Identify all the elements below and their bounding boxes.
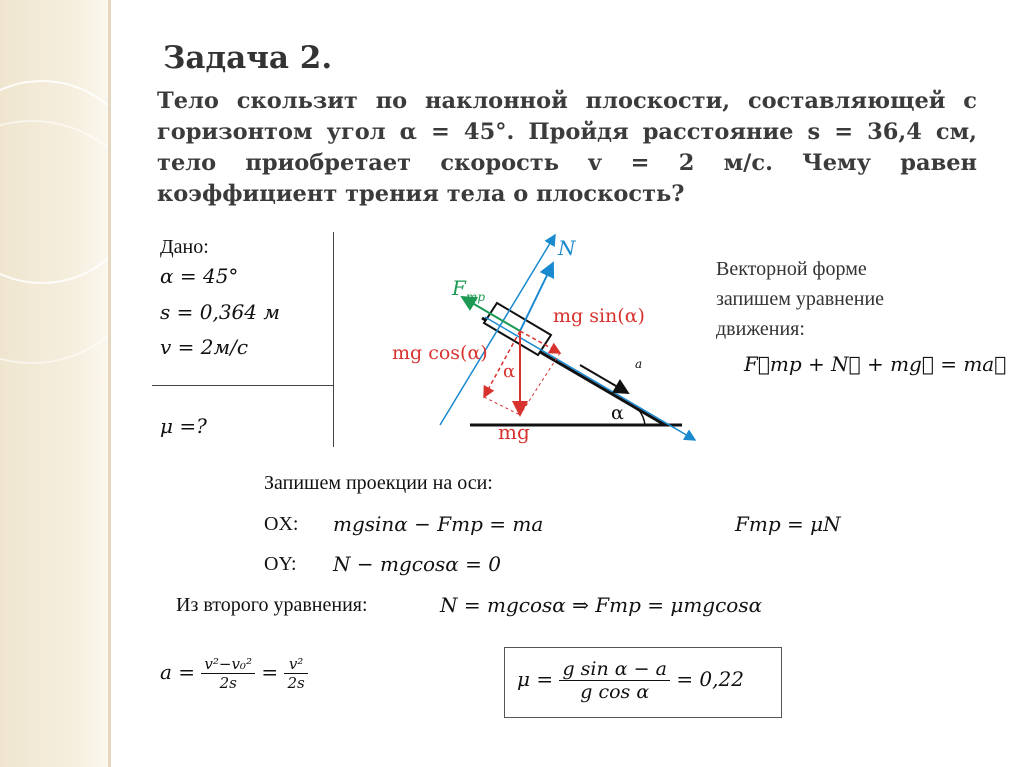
projections-heading: Запишем проекции на оси:: [264, 472, 493, 494]
find-mu: μ =?: [160, 414, 207, 438]
answer-den: g cos α: [580, 681, 650, 703]
given-heading: Дано:: [160, 236, 209, 258]
normal-force-vector: [520, 263, 553, 331]
answer-rhs: = 0,22: [676, 667, 744, 691]
label-N: N: [558, 236, 576, 260]
given-alpha: α = 45°: [160, 264, 239, 288]
acceleration-formula: [160, 655, 308, 692]
vector-form-line3: движения:: [716, 318, 805, 340]
accel-fraction-1: [201, 655, 255, 692]
decorative-side-band: [0, 0, 108, 767]
label-F: F: [452, 276, 466, 300]
vector-form-line2: запишем уравнение: [716, 288, 885, 310]
given-distance: s = 0,364 м: [160, 300, 280, 324]
answer-fraction: [559, 658, 669, 703]
friction-equation: Fтр = μN: [735, 512, 841, 536]
second-equation-label: Из второго уравнения:: [176, 594, 368, 616]
accel-num-1: v²−v₀²: [201, 655, 255, 674]
accel-den-1: 2s: [219, 674, 237, 692]
answer-formula: [517, 658, 744, 703]
side-band-border: [108, 0, 111, 767]
given-divider: [152, 385, 333, 386]
label-a: a: [635, 357, 643, 371]
ox-equation: mgsinα − Fтр = ma: [333, 512, 544, 536]
label-mg-sin: mg sin(α): [553, 305, 645, 327]
label-F-sub: тр: [466, 290, 486, 304]
vector-equation: F⃗тр + N⃗ + mg⃗ = ma⃗: [744, 352, 1007, 376]
given-speed: v = 2м/с: [160, 335, 249, 359]
accel-num-2: v²: [284, 655, 307, 674]
label-mg-cos: mg cos(α): [392, 342, 488, 364]
oy-label: OY:: [264, 553, 297, 575]
label-mg: mg: [498, 420, 530, 444]
answer-box: [504, 647, 782, 718]
slide-title: Задача 2.: [163, 40, 333, 76]
vector-form-line1: Векторной форме: [716, 258, 867, 280]
label-angle: α: [611, 402, 624, 424]
accel-lhs: a =: [160, 660, 196, 684]
given-separator: [333, 232, 334, 447]
accel-equals: =: [261, 660, 279, 684]
problem-statement: Тело скользит по наклонной плоскости, составляющей с горизонтом угол α = 45°. Пройдя расстояние s = 36,4 см, тело приобретает скорость v = 2 м/с. Чему равен коэффициент трения тела о плоскость?: [157, 88, 977, 207]
ox-label: OX:: [264, 513, 299, 535]
inclined-plane-diagram: [370, 225, 705, 447]
oy-equation: N − mgcosα = 0: [333, 552, 501, 576]
accel-den-2: 2s: [287, 674, 305, 692]
answer-num: g sin α − a: [559, 658, 669, 681]
second-equation: N = mgcosα ⇒ Fтр = μmgcosα: [440, 593, 763, 617]
label-alpha-red: α: [503, 361, 516, 382]
answer-lhs: μ =: [517, 667, 554, 691]
accel-fraction-2: [284, 655, 307, 692]
